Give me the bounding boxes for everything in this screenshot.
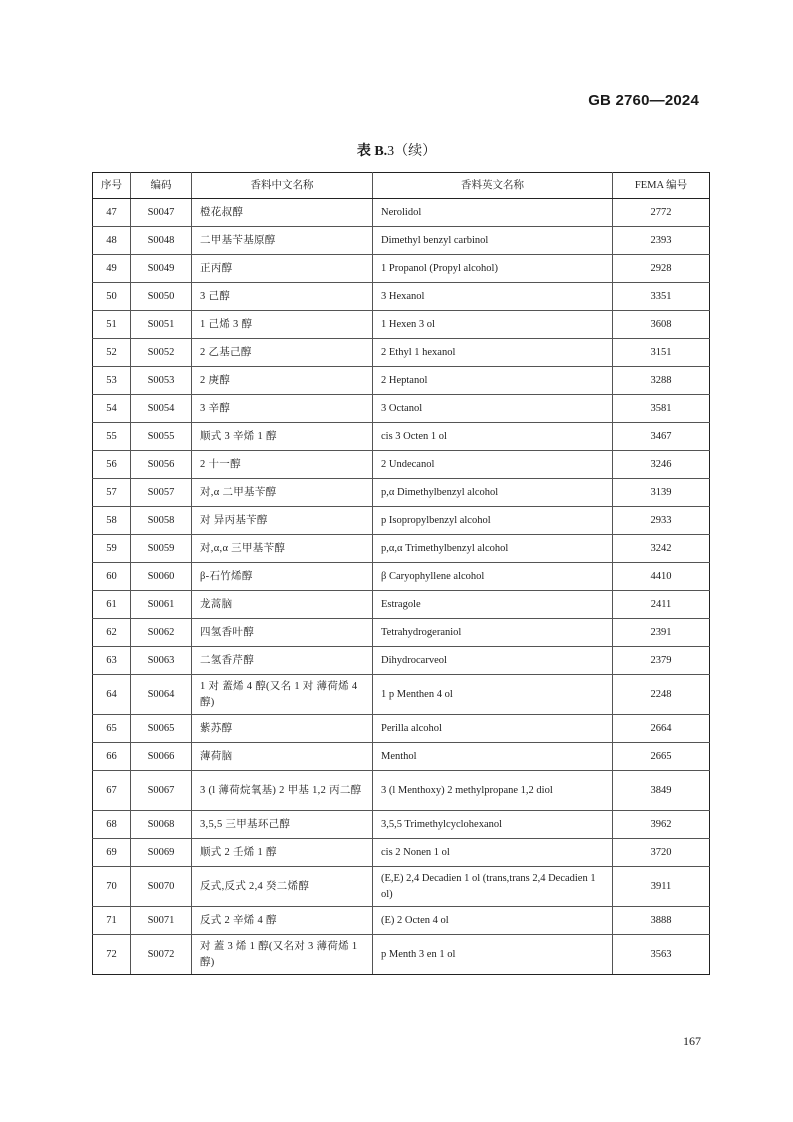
cell-code: S0058 (131, 507, 192, 535)
cell-no: 67 (93, 771, 131, 811)
cell-fema: 3581 (613, 395, 710, 423)
table-row (93, 451, 710, 479)
cell-en-name: Perilla alcohol (373, 715, 613, 743)
table-row (93, 507, 710, 535)
cell-code: S0060 (131, 563, 192, 591)
cell-no: 68 (93, 811, 131, 839)
cell-no: 54 (93, 395, 131, 423)
cell-en-name: 1 p Menthen 4 ol (373, 675, 613, 715)
table-row (93, 675, 710, 715)
cell-code: S0050 (131, 283, 192, 311)
cell-no: 51 (93, 311, 131, 339)
cell-cn-name: 顺式 2 壬烯 1 醇 (192, 839, 373, 867)
cell-fema: 3911 (613, 867, 710, 907)
cell-code: S0070 (131, 867, 192, 907)
cell-cn-name: 2 庚醇 (192, 367, 373, 395)
cell-fema: 2248 (613, 675, 710, 715)
cell-code: S0056 (131, 451, 192, 479)
cell-code: S0059 (131, 535, 192, 563)
cell-en-name: 3 (l Menthoxy) 2 methylpropane 1,2 diol (373, 771, 613, 811)
column-header-code: 编码 (131, 173, 192, 199)
cell-code: S0071 (131, 907, 192, 935)
cell-no: 64 (93, 675, 131, 715)
cell-fema: 3608 (613, 311, 710, 339)
cell-code: S0062 (131, 619, 192, 647)
cell-no: 66 (93, 743, 131, 771)
cell-cn-name: 顺式 3 辛烯 1 醇 (192, 423, 373, 451)
cell-en-name: Tetrahydrogeraniol (373, 619, 613, 647)
cell-code: S0066 (131, 743, 192, 771)
table-row (93, 867, 710, 907)
cell-cn-name: 对,α,α 三甲基苄醇 (192, 535, 373, 563)
cell-fema: 3288 (613, 367, 710, 395)
cell-cn-name: 紫苏醇 (192, 715, 373, 743)
cell-cn-name: 反式 2 辛烯 4 醇 (192, 907, 373, 935)
cell-fema: 2928 (613, 255, 710, 283)
table-title-suffix: 3（续） (387, 144, 437, 159)
cell-code: S0055 (131, 423, 192, 451)
standard-code: GB 2760—2024 (588, 92, 699, 109)
table-row (93, 907, 710, 935)
cell-en-name: p Isopropylbenzyl alcohol (373, 507, 613, 535)
cell-en-name: cis 3 Octen 1 ol (373, 423, 613, 451)
cell-cn-name: 对 蓋 3 烯 1 醇(又名对 3 薄荷烯 1 醇) (192, 935, 373, 975)
cell-en-name: 3,5,5 Trimethylcyclohexanol (373, 811, 613, 839)
cell-cn-name: 3 (l 薄荷烷氧基) 2 甲基 1,2 丙二醇 (192, 771, 373, 811)
cell-cn-name: 橙花叔醇 (192, 199, 373, 227)
cell-fema: 2665 (613, 743, 710, 771)
table-row (93, 227, 710, 255)
cell-fema: 3139 (613, 479, 710, 507)
cell-cn-name: 反式,反式 2,4 癸二烯醇 (192, 867, 373, 907)
cell-fema: 2393 (613, 227, 710, 255)
cell-fema: 3242 (613, 535, 710, 563)
cell-cn-name: 对 异丙基苄醇 (192, 507, 373, 535)
table-row (93, 479, 710, 507)
cell-fema: 3962 (613, 811, 710, 839)
table-body (93, 199, 710, 975)
cell-fema: 3467 (613, 423, 710, 451)
page-number: 167 (683, 1034, 701, 1048)
cell-en-name: 2 Undecanol (373, 451, 613, 479)
cell-code: S0048 (131, 227, 192, 255)
fragrance-table (92, 172, 710, 975)
cell-no: 60 (93, 563, 131, 591)
cell-code: S0052 (131, 339, 192, 367)
cell-cn-name: 对,α 二甲基苄醇 (192, 479, 373, 507)
cell-code: S0053 (131, 367, 192, 395)
cell-fema: 3720 (613, 839, 710, 867)
cell-fema: 3246 (613, 451, 710, 479)
table-row (93, 395, 710, 423)
cell-code: S0054 (131, 395, 192, 423)
cell-code: S0061 (131, 591, 192, 619)
cell-no: 63 (93, 647, 131, 675)
cell-fema: 2391 (613, 619, 710, 647)
table-title-label: 表 B. (356, 144, 388, 159)
table-row (93, 839, 710, 867)
table-row (93, 591, 710, 619)
cell-no: 72 (93, 935, 131, 975)
table-row (93, 647, 710, 675)
cell-fema: 2664 (613, 715, 710, 743)
cell-en-name: p Menth 3 en 1 ol (373, 935, 613, 975)
table-row (93, 367, 710, 395)
cell-code: S0049 (131, 255, 192, 283)
table-row (93, 743, 710, 771)
table-row (93, 423, 710, 451)
cell-no: 58 (93, 507, 131, 535)
cell-en-name: (E) 2 Octen 4 ol (373, 907, 613, 935)
table-row (93, 771, 710, 811)
table-title (0, 140, 793, 160)
cell-no: 47 (93, 199, 131, 227)
cell-cn-name: 四氢香叶醇 (192, 619, 373, 647)
table-row (93, 619, 710, 647)
cell-cn-name: β-石竹烯醇 (192, 563, 373, 591)
cell-no: 55 (93, 423, 131, 451)
cell-code: S0047 (131, 199, 192, 227)
cell-fema: 2411 (613, 591, 710, 619)
cell-fema: 4410 (613, 563, 710, 591)
cell-cn-name: 3,5,5 三甲基环己醇 (192, 811, 373, 839)
cell-cn-name: 正丙醇 (192, 255, 373, 283)
cell-cn-name: 3 辛醇 (192, 395, 373, 423)
cell-en-name: 2 Heptanol (373, 367, 613, 395)
cell-en-name: p,α Dimethylbenzyl alcohol (373, 479, 613, 507)
cell-cn-name: 3 己醇 (192, 283, 373, 311)
table-row (93, 311, 710, 339)
cell-code: S0065 (131, 715, 192, 743)
cell-fema: 3351 (613, 283, 710, 311)
cell-cn-name: 二甲基苄基原醇 (192, 227, 373, 255)
cell-en-name: 3 Hexanol (373, 283, 613, 311)
cell-no: 49 (93, 255, 131, 283)
table-row (93, 255, 710, 283)
cell-fema: 3888 (613, 907, 710, 935)
cell-en-name: 1 Hexen 3 ol (373, 311, 613, 339)
cell-no: 70 (93, 867, 131, 907)
cell-en-name: 2 Ethyl 1 hexanol (373, 339, 613, 367)
cell-code: S0063 (131, 647, 192, 675)
table-row (93, 715, 710, 743)
table-row (93, 339, 710, 367)
cell-code: S0067 (131, 771, 192, 811)
cell-code: S0068 (131, 811, 192, 839)
cell-code: S0051 (131, 311, 192, 339)
cell-en-name: β Caryophyllene alcohol (373, 563, 613, 591)
cell-en-name: Nerolidol (373, 199, 613, 227)
cell-en-name: Menthol (373, 743, 613, 771)
cell-no: 62 (93, 619, 131, 647)
cell-code: S0072 (131, 935, 192, 975)
cell-en-name: (E,E) 2,4 Decadien 1 ol (trans,trans 2,4 Decadien 1 ol) (373, 867, 613, 907)
cell-cn-name: 1 对 蓋烯 4 醇(又名 1 对 薄荷烯 4 醇) (192, 675, 373, 715)
cell-no: 69 (93, 839, 131, 867)
cell-cn-name: 1 己烯 3 醇 (192, 311, 373, 339)
table-row (93, 935, 710, 975)
cell-cn-name: 薄荷脑 (192, 743, 373, 771)
cell-cn-name: 2 乙基己醇 (192, 339, 373, 367)
table-row (93, 535, 710, 563)
cell-code: S0057 (131, 479, 192, 507)
cell-no: 56 (93, 451, 131, 479)
cell-no: 65 (93, 715, 131, 743)
cell-cn-name: 2 十一醇 (192, 451, 373, 479)
cell-fema: 2379 (613, 647, 710, 675)
cell-no: 71 (93, 907, 131, 935)
cell-en-name: 1 Propanol (Propyl alcohol) (373, 255, 613, 283)
table-row (93, 811, 710, 839)
cell-no: 52 (93, 339, 131, 367)
column-header-en-name: 香料英文名称 (373, 173, 613, 199)
cell-fema: 3563 (613, 935, 710, 975)
table-row (93, 563, 710, 591)
cell-no: 50 (93, 283, 131, 311)
cell-no: 57 (93, 479, 131, 507)
cell-fema: 2772 (613, 199, 710, 227)
table-header-row (93, 173, 710, 199)
cell-en-name: p,α,α Trimethylbenzyl alcohol (373, 535, 613, 563)
cell-en-name: 3 Octanol (373, 395, 613, 423)
table-row (93, 283, 710, 311)
cell-no: 53 (93, 367, 131, 395)
column-header-fema: FEMA 编号 (613, 173, 710, 199)
cell-no: 48 (93, 227, 131, 255)
cell-en-name: Dimethyl benzyl carbinol (373, 227, 613, 255)
cell-code: S0069 (131, 839, 192, 867)
cell-en-name: cis 2 Nonen 1 ol (373, 839, 613, 867)
cell-fema: 2933 (613, 507, 710, 535)
cell-fema: 3151 (613, 339, 710, 367)
column-header-cn-name: 香料中文名称 (192, 173, 373, 199)
cell-cn-name: 龙蒿脑 (192, 591, 373, 619)
cell-en-name: Dihydrocarveol (373, 647, 613, 675)
cell-en-name: Estragole (373, 591, 613, 619)
cell-no: 59 (93, 535, 131, 563)
cell-cn-name: 二氢香芹醇 (192, 647, 373, 675)
cell-fema: 3849 (613, 771, 710, 811)
table-row (93, 199, 710, 227)
column-header-no: 序号 (93, 173, 131, 199)
cell-no: 61 (93, 591, 131, 619)
cell-code: S0064 (131, 675, 192, 715)
